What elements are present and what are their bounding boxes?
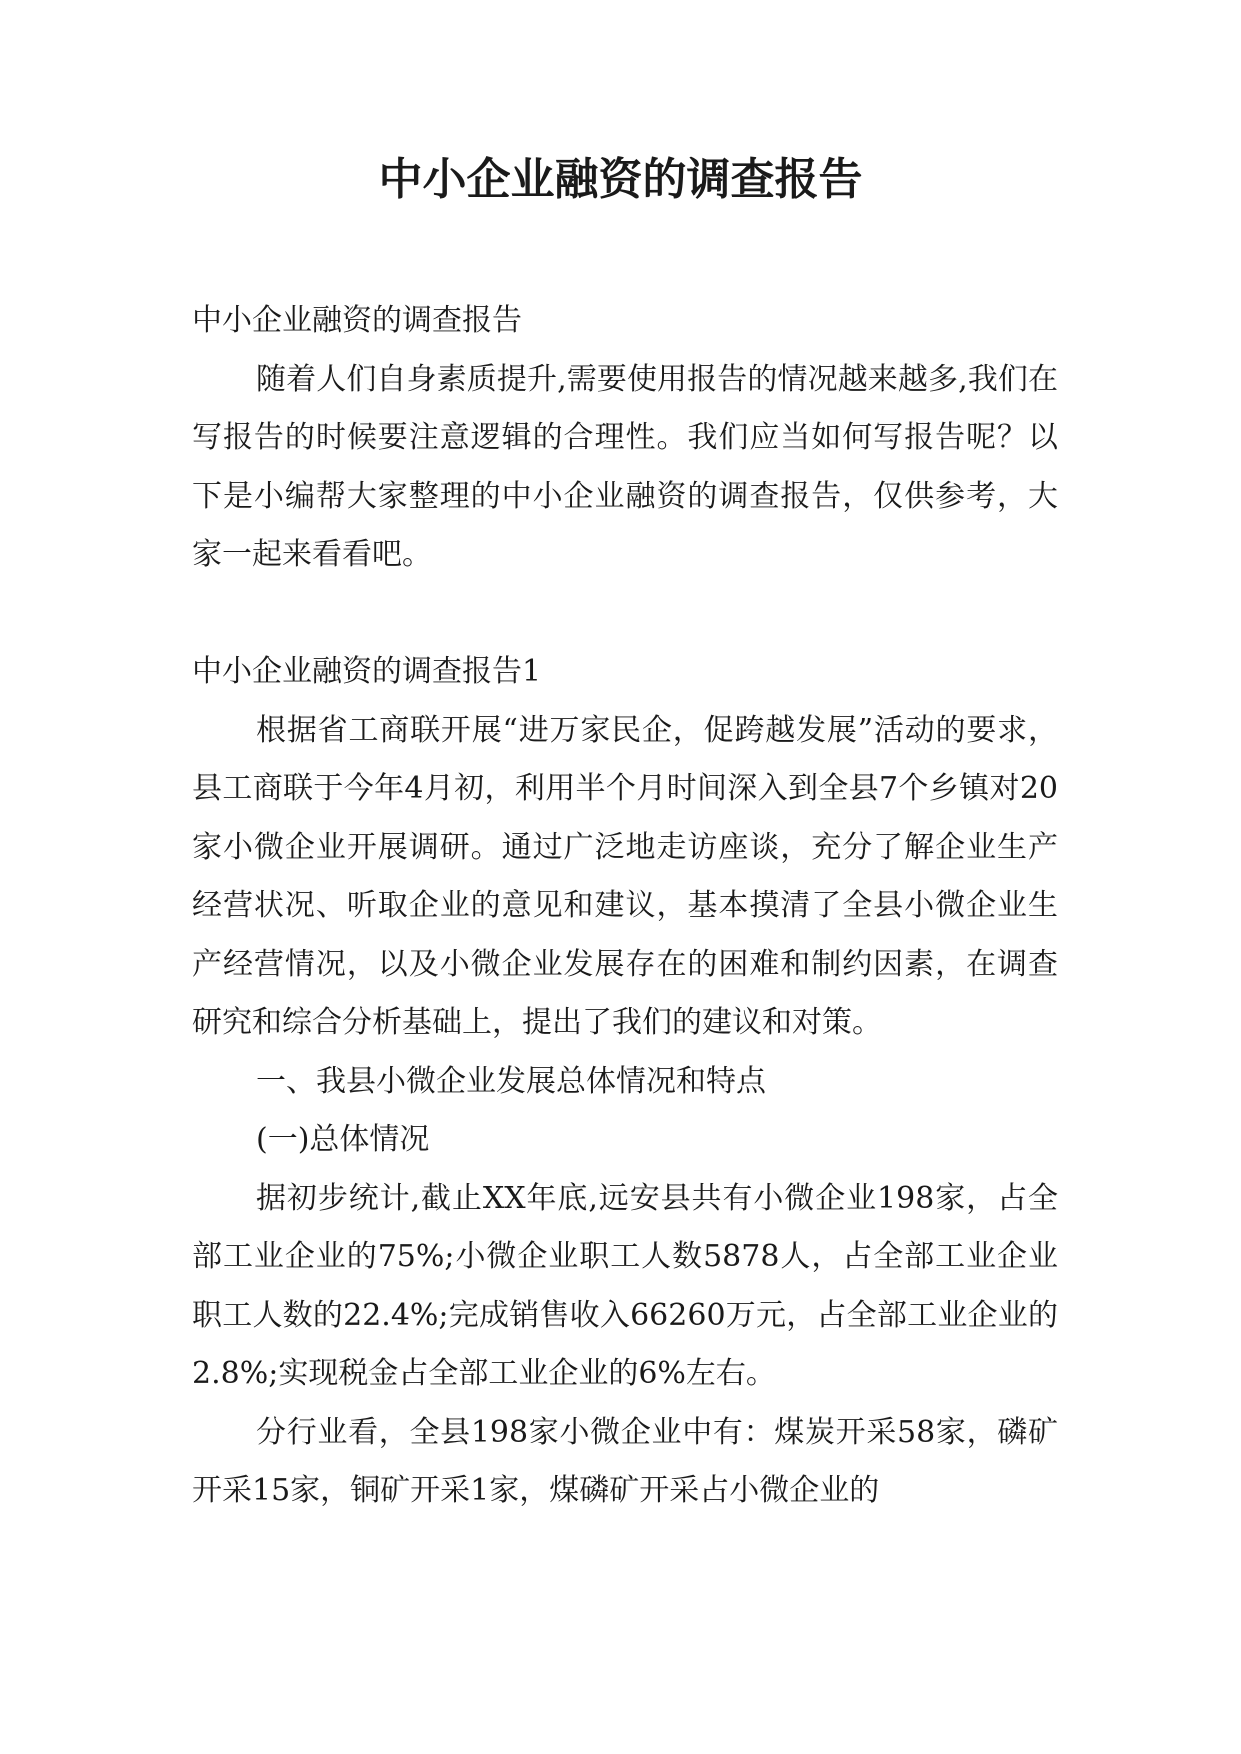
body-paragraph: 根据省工商联开展“进万家民企，促跨越发展”活动的要求，县工商联于今年4月初，利用半个月时间深入到全县7个乡镇对20家小微企业开展调研。通过广泛地走访座谈，充分了解企业生产经营状况、听取企业的意见和建议，基本摸清了全县小微企业生产经营情况，以及小微企业发展存在的困难和制约因素，在调查研究和综合分析基础上，提出了我们的建议和对策。	[192, 712, 1058, 1040]
intro-paragraph: 随着人们自身素质提升,需要使用报告的情况越来越多,我们在写报告的时候要注意逻辑的合理性。我们应当如何写报告呢？以下是小编帮大家整理的中小企业融资的调查报告，仅供参考，大家一起来看看吧。	[192, 361, 1058, 572]
body-paragraph: 据初步统计,截止XX年底,远安县共有小微企业198家，占全部工业企业的75%;小微企业职工人数5878人，占全部工业企业职工人数的22.4%;完成销售收入66260万元，占全部工业企业的2.8%;实现税金占全部工业企业的6%左右。	[192, 1180, 1058, 1391]
subsection-heading: (一)总体情况	[256, 1122, 430, 1157]
document-body	[192, 292, 1058, 1521]
section-heading: 一、我县小微企业发展总体情况和特点	[256, 1063, 766, 1099]
document-subtitle: 中小企业融资的调查报告	[192, 303, 522, 338]
document-title: 中小企业融资的调查报告	[378, 154, 863, 205]
section-title: 中小企业融资的调查报告1	[192, 654, 542, 689]
body-paragraph: 分行业看，全县198家小微企业中有：煤炭开采58家，磷矿开采15家，铜矿开采1家，煤磷矿开采占小微企业的	[192, 1414, 1058, 1508]
